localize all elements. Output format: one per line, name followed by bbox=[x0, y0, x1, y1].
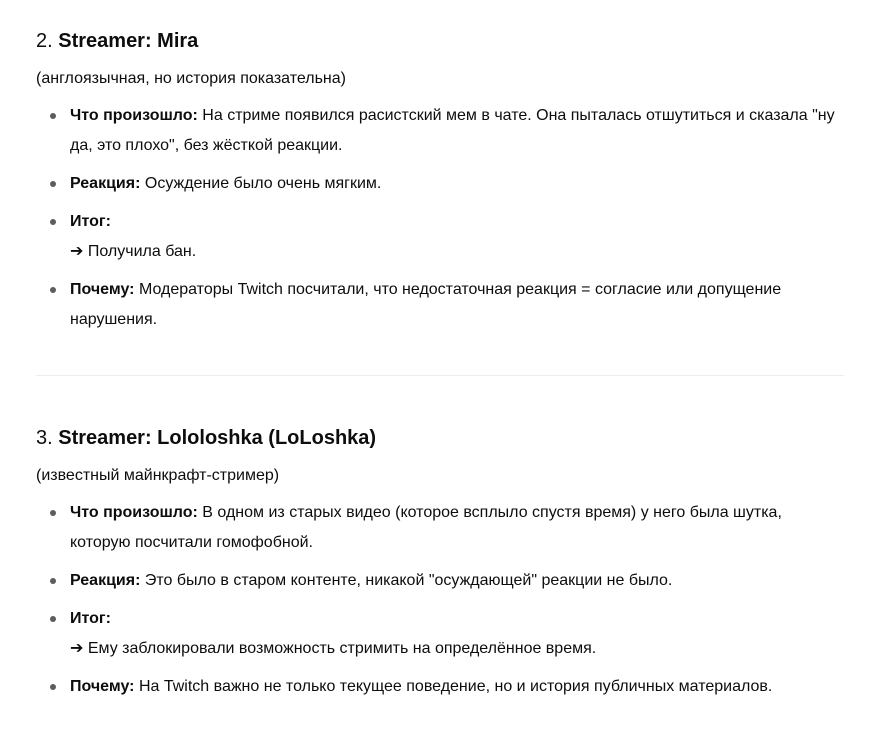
bullet-list bbox=[36, 498, 844, 702]
section-title: Streamer: Lololoshka (LoLoshka) bbox=[58, 427, 377, 449]
list-item-reaction bbox=[36, 566, 844, 596]
list-item-result bbox=[36, 604, 844, 664]
section-heading bbox=[36, 27, 844, 55]
bullet-list bbox=[36, 101, 844, 335]
section-divider bbox=[36, 375, 844, 376]
section-subtitle: (англоязычная, но история показательна) bbox=[36, 70, 346, 87]
list-item-what-happened bbox=[36, 101, 844, 161]
list-item-reaction bbox=[36, 169, 844, 199]
list-item-why bbox=[36, 275, 844, 335]
section-number: 2. bbox=[36, 30, 53, 52]
section-lololoshka bbox=[36, 424, 844, 710]
item-text: Осуждение было очень мягким. bbox=[140, 175, 382, 192]
section-number: 3. bbox=[36, 427, 53, 449]
section-title: Streamer: Mira bbox=[58, 30, 199, 52]
item-label: Итог: bbox=[70, 610, 111, 627]
item-text: На стриме появился расистский мем в чате. Она пыталась отшутиться и сказала "ну да, это плохо", без жёсткой реакции. bbox=[70, 107, 835, 154]
item-label: Реакция: bbox=[70, 572, 141, 589]
section-mira bbox=[36, 27, 844, 343]
section-subtitle: (известный майнкрафт-стример) bbox=[36, 467, 280, 484]
item-label: Что произошло: bbox=[70, 107, 198, 124]
item-result-line: ➔ Получила бан. bbox=[70, 243, 197, 260]
item-text: На Twitch важно не только текущее поведение, но и история публичных материалов. bbox=[134, 678, 773, 695]
list-item-why bbox=[36, 672, 844, 702]
item-result-line: ➔ Ему заблокировали возможность стримить на определённое время. bbox=[70, 640, 597, 657]
item-label: Почему: bbox=[70, 281, 135, 298]
item-text: Это было в старом контенте, никакой "осуждающей" реакции не было. bbox=[140, 572, 673, 589]
item-text: Модераторы Twitch посчитали, что недостаточная реакция = согласие или допущение нарушения. bbox=[70, 281, 782, 328]
item-label: Почему: bbox=[70, 678, 135, 695]
item-label: Итог: bbox=[70, 213, 111, 230]
list-item-result bbox=[36, 207, 844, 267]
item-text: В одном из старых видео (которое всплыло спустя время) у него была шутка, которую посчитали гомофобной. bbox=[70, 504, 782, 551]
item-label: Реакция: bbox=[70, 175, 141, 192]
section-heading bbox=[36, 424, 844, 452]
item-label: Что произошло: bbox=[70, 504, 198, 521]
list-item-what-happened bbox=[36, 498, 844, 558]
